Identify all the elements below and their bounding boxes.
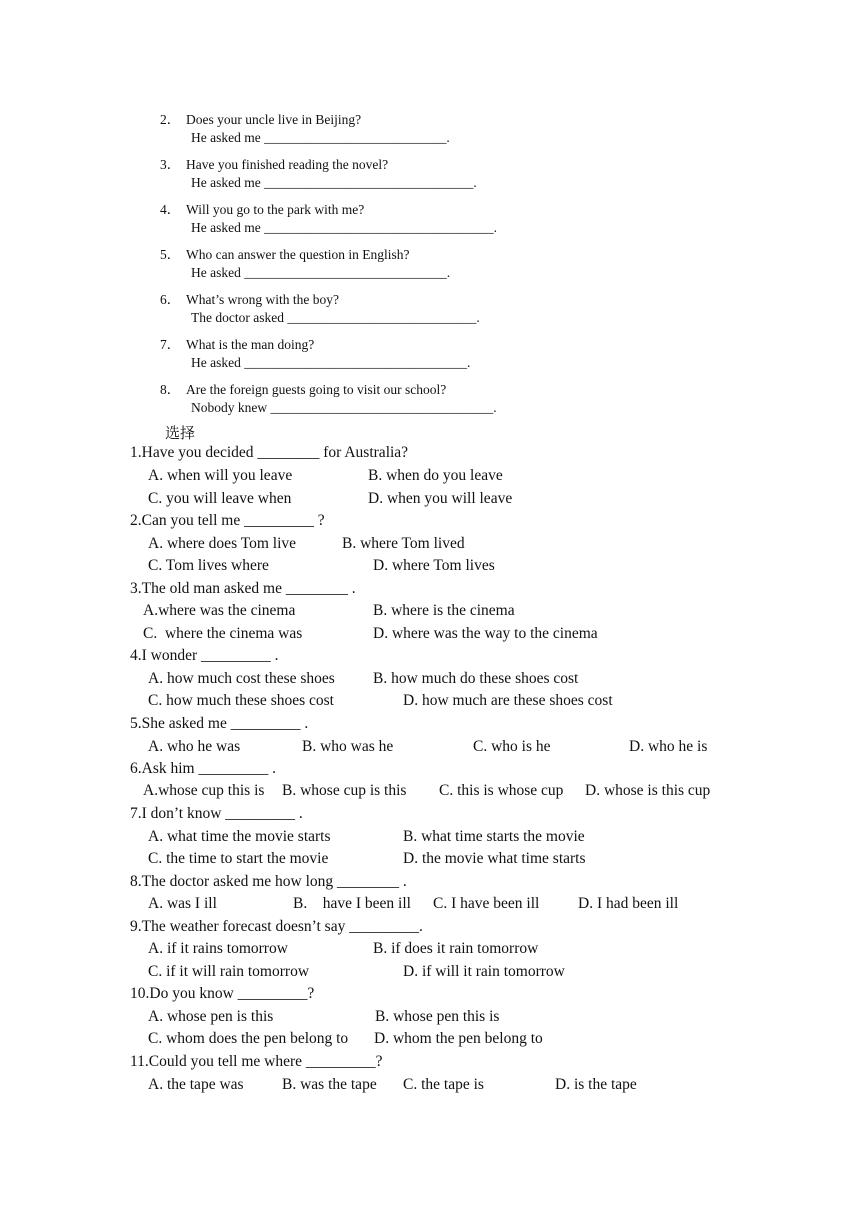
mc-option: D. if will it rain tomorrow (403, 963, 565, 980)
mc-option: C. where the cinema was (143, 625, 303, 642)
mc-option: A.where was the cinema (143, 602, 296, 619)
transform-question-3: 3． Have you finished reading the novel? (160, 157, 389, 172)
mc-option: C. the time to start the movie (148, 850, 329, 867)
mc-option: B. whose pen this is (375, 1008, 500, 1025)
mc-option: C. if it will rain tomorrow (148, 963, 310, 980)
mc-option: B. where is the cinema (373, 602, 515, 619)
mc-option: B. have I been ill (293, 895, 411, 912)
mc-stem: 11.Could you tell me where _________? (130, 1053, 383, 1070)
transform-answer-4: He asked me __________________________________. (191, 220, 497, 235)
mc-option: C. I have been ill (433, 895, 540, 912)
mc-stem: 10.Do you know _________? (130, 985, 315, 1002)
mc-option: D. whom the pen belong to (374, 1030, 543, 1047)
mc-option: D. I had been ill (578, 895, 679, 912)
mc-stem: 4.I wonder _________ . (130, 647, 279, 664)
mc-option: D. when you will leave (368, 490, 513, 507)
mc-option: A. who he was (148, 738, 241, 755)
mc-option: D. whose is this cup (585, 782, 711, 799)
mc-stem: 6.Ask him _________ . (130, 760, 276, 777)
transform-question-4: 4． Will you go to the park with me? (160, 202, 365, 217)
mc-option: A. was I ill (148, 895, 217, 912)
mc-option: D. is the tape (555, 1076, 637, 1093)
transform-question-6: 6． What’s wrong with the boy? (160, 292, 339, 307)
mc-option: C. you will leave when (148, 490, 292, 507)
transform-answer-7: He asked _________________________________. (191, 355, 471, 370)
transform-answer-3: He asked me _______________________________. (191, 175, 477, 190)
mc-stem: 1.Have you decided ________ for Australia? (130, 444, 409, 461)
mc-option: A. if it rains tomorrow (148, 940, 288, 957)
mc-option: B. what time starts the movie (403, 828, 585, 845)
mc-stem: 9.The weather forecast doesn’t say _________. (130, 918, 423, 935)
mc-option: B. when do you leave (368, 467, 503, 484)
transform-answer-5: He asked ______________________________. (191, 265, 451, 280)
mc-option: B. was the tape (282, 1076, 377, 1093)
mc-stem: 2.Can you tell me _________ ? (130, 512, 325, 529)
mc-stem: 5.She asked me _________ . (130, 715, 309, 732)
mc-option: A. how much cost these shoes (148, 670, 335, 687)
mc-option: C. the tape is (403, 1076, 484, 1093)
transform-question-5: 5． Who can answer the question in English? (160, 247, 410, 262)
mc-option: B. if does it rain tomorrow (373, 940, 539, 957)
mc-option: A. where does Tom live (148, 535, 296, 552)
mc-option: A. when will you leave (148, 467, 293, 484)
mc-option: C. Tom lives where (148, 557, 269, 574)
mc-option: D. who he is (629, 738, 708, 755)
mc-option: A. the tape was (148, 1076, 244, 1093)
mc-option: D. how much are these shoes cost (403, 692, 613, 709)
transform-answer-8: Nobody knew _________________________________. (191, 400, 497, 415)
mc-stem: 3.The old man asked me ________ . (130, 580, 356, 597)
mc-stem: 8.The doctor asked me how long ________ . (130, 873, 407, 890)
transform-question-2: 2． Does your uncle live in Beijing? (160, 112, 362, 127)
section-title: 选择 (165, 424, 196, 442)
mc-option: D. the movie what time starts (403, 850, 586, 867)
mc-option: B. whose cup is this (282, 782, 407, 799)
transform-question-7: 7． What is the man doing? (160, 337, 315, 352)
mc-stem: 7.I don’t know _________ . (130, 805, 303, 822)
transform-question-8: 8． Are the foreign guests going to visit our school? (160, 382, 447, 397)
mc-option: A.whose cup this is (143, 782, 265, 799)
mc-option: C. whom does the pen belong to (148, 1030, 349, 1047)
mc-option: C. this is whose cup (439, 782, 564, 799)
transform-answer-2: He asked me ___________________________. (191, 130, 450, 145)
mc-option: B. how much do these shoes cost (373, 670, 579, 687)
mc-option: C. how much these shoes cost (148, 692, 334, 709)
transform-answer-6: The doctor asked ____________________________. (191, 310, 480, 325)
mc-option: A. what time the movie starts (148, 828, 331, 845)
mc-option: D. where was the way to the cinema (373, 625, 598, 642)
mc-option: B. where Tom lived (342, 535, 465, 552)
mc-option: D. where Tom lives (373, 557, 495, 574)
mc-option: B. who was he (302, 738, 394, 755)
mc-option: A. whose pen is this (148, 1008, 274, 1025)
mc-option: C. who is he (473, 738, 551, 755)
